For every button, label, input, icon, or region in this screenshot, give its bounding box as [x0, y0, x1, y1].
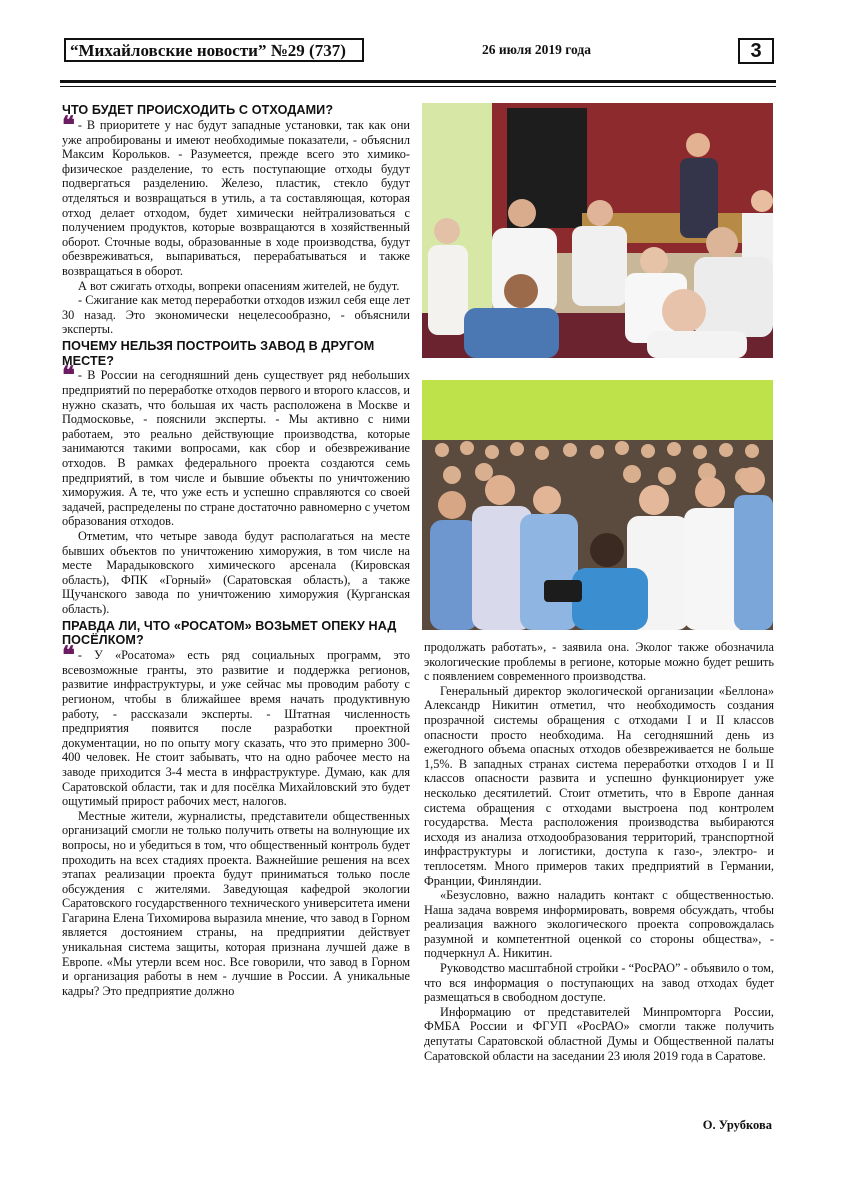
article-paragraph: Генеральный директор экологической организации «Беллона» Александр Никитин отметил, что необходимость создания прозрачной системы обращения с отходами I и II классов опасности просто необходима. На сегодняшний день из ежегодного объема опасных отходов обезвреживается не больше 1,5%. В западных странах система переработки отходов I и II классов опасности развита и успешно функционирует уже несколько десятилетий. Стоит отметить, что в Европе данная система обращения с отходами выстроена под контролем государства. Места расположения производства выбираются исходя из анализа отходообразования территорий, транспортной инфраструктуры и логистики, доступа к газо-, электро- и теплосетям. Много примеров таких предприятий в Германии, Франции, Финляндии. — [424, 683, 774, 888]
quote-mark-icon: ❝ — [62, 642, 75, 669]
article-paragraph: - Сжигание как метод переработки отходов изжил себя еще лет 30 назад. Это экономически нецелесообразно, - объяснили эксперты. — [62, 293, 410, 337]
header-rule-thin — [60, 86, 776, 87]
issue-date: 26 июля 2019 года — [482, 42, 591, 57]
article-paragraph: Информацию от представителей Минпромторга России, ФМБА России и ФГУП «РосРАО» смогли также получить депутаты Саратовской областной Думы и Общественной палаты Саратовской области на заседании 23 июля 2019 года в Саратове. — [424, 1004, 774, 1063]
author-signature: О. Урубкова — [702, 1118, 772, 1132]
article-paragraph: продолжать работать», - заявила она. Эколог также обозначила экологические проблемы в регионе, которые можно будет решить с появлением современного производства. — [424, 640, 774, 684]
article-paragraph: Руководство масштабной стройки - “РосРАО” - объявило о том, что вся информация о поступающих на завод отходах будет размещаться в свободном доступе. — [424, 961, 774, 1005]
quote-mark-icon: ❝ — [62, 363, 75, 390]
article-paragraph: Местные жители, журналисты, представители общественных организаций смогли не только получить ответы на волнующие их вопросы, но и убедиться в том, что общественный контроль будет проходить на всех стадиях проекта. Важнейшие решения на всех этапах реализации проекта будут приниматься только после обсуждения с жителями. Заведующая кафедрой экологии Саратовского государственного технического университета имени Гагарина Елена Тихомирова выразила мнение, что завод в Горном является достоянием страны, на предприятии действует уникальная система защиты, которая признана лучшей даже в Европе. «Мы утерли всем нос. Все говорили, что завод в Горном и организация работы в нем - лучшие в России. А уникальные кадры? Это предприятие должно — [62, 808, 410, 998]
right-column — [424, 640, 774, 1063]
page-number: 3 — [738, 38, 774, 64]
audience-photo — [422, 380, 773, 630]
quote-mark-icon: ❝ — [62, 112, 75, 139]
article-paragraph: Отметим, что четыре завода будут располагаться на месте бывших объектов по уничтожению химоружия, в том числе на месте Марадыковского химического арсенала (Кировская область), ФПК «Горный» (Саратовская область), а также Щучанского завода по уничтожению химоружия (Курганская область). — [62, 529, 410, 616]
header-rule — [60, 80, 776, 83]
page-header — [64, 38, 784, 64]
article-paragraph: «Безусловно, важно наладить контакт с общественностью. Наша задача вовремя информировать, вовремя обсуждать, чтобы реализация важного экологического проекта сопровождалась разумной и компетентной оценкой со стороны общества», - подчеркнул А. Никитин. — [424, 888, 774, 961]
left-column — [62, 101, 410, 998]
section-heading: ПОЧЕМУ НЕЛЬЗЯ ПОСТРОИТЬ ЗАВОД В ДРУГОМ МЕСТЕ? — [62, 338, 375, 368]
section-heading: ЧТО БУДЕТ ПРОИСХОДИТЬ С ОТХОДАМИ? — [62, 103, 334, 117]
article-paragraph: ❝ - В приоритете у нас будут западные установки, так как они уже апробированы и имеют необходимые показатели, - объяснил Максим Корольков. - Разумеется, прежде всего это химико-физическое разделение, то есть поступающие отходы будут подвергаться разделению. Железо, пластик, стекло будут отделяться и возвращаться в утиль, а та составляющая, которая отход делает отходом, будет химически нейтрализоваться с получением продуктов, которые возвращаются в хозяйственный оборот. Сточные воды, образованные в ходе производства, будут обезвреживаться, выпариваться, перерабатываться и также возвращаться в оборот. — [62, 112, 410, 278]
meeting-speaker-photo — [422, 103, 773, 358]
article-paragraph: А вот сжигать отходы, вопреки опасениям жителей, не будут. — [78, 278, 400, 293]
newspaper-title: “Михайловские новости” №29 (737) — [64, 38, 364, 62]
article-paragraph: ❝ - В России на сегодняшний день существует ряд небольших предприятий по переработке отходов первого и второго классов, и нужно сказать, что большая их часть расположена в Москве и Подмосковье, - пояснили эксперты. - Мы активно с ними работаем, это реально действующие производства, которые занимаются такими вопросами, как сбор и обезвреживание отходов. В рамках федерального проекта создаются семь предприятий, в том числе и бывшие объекты по уничтожению химоружия. А те, что уже есть и успешно справляются со своей задачей, распределены по стране достаточно равномерно с учетом образования отходов. — [62, 363, 410, 529]
section-heading: ПРАВДА ЛИ, ЧТО «РОСАТОМ» ВОЗЬМЕТ ОПЕКУ НАД ПОСЁЛКОМ? — [62, 618, 397, 648]
article-paragraph: ❝ - У «Росатома» есть ряд социальных программ, это всевозможные гранты, это развитие и поддержка регионов, развитие инфраструктуры, и уже сейчас мы проводим работу с регионом, чтобы в ближайшее время начать продуктивную работу, - рассказали эксперты. - Штатная численность предприятия появится после разработки проектной документации, но по опыту могу сказать, что это примерно 300-400 человек. Не стоит забывать, что на одно рабочее место на заводе приходится 3-4 места в инфраструктуре. Думаю, как для Саратовской области, так и для посёлка Михайловский это будет ощутимый прирост рабочих мест, налогов. — [62, 642, 410, 809]
